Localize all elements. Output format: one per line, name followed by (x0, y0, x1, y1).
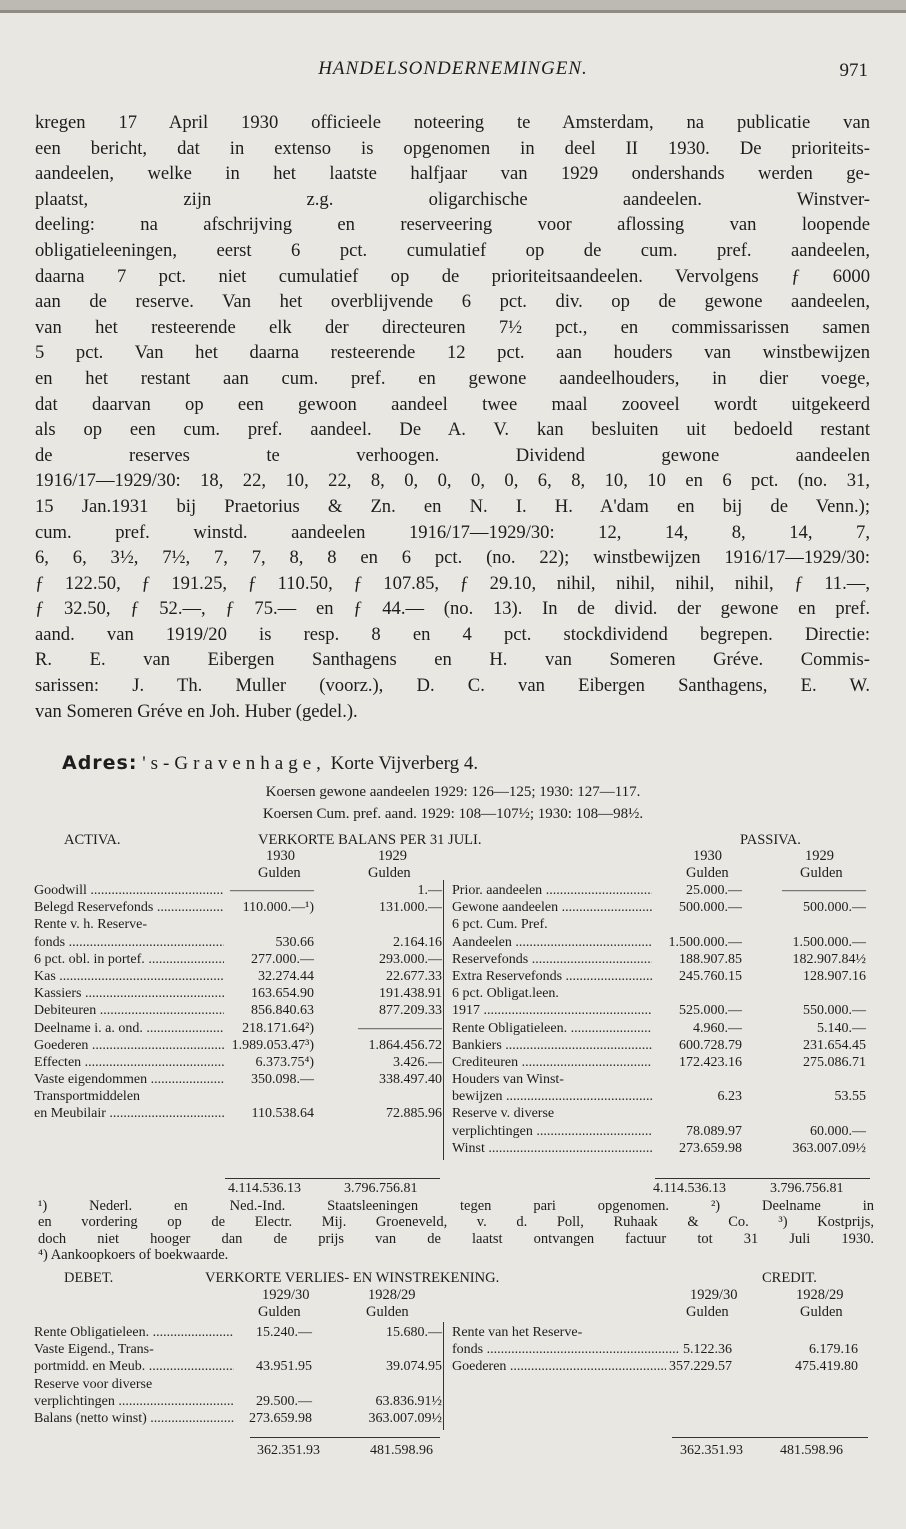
table-row (34, 934, 442, 951)
body-line: van het resteerende elk der directeuren 7½ pct., en commissarissen samen (35, 316, 870, 338)
credit-unit-2: Gulden (800, 1304, 843, 1320)
row-value-previous: 53.55 (832, 1088, 867, 1105)
credit-unit-1: Gulden (686, 1304, 729, 1320)
table-row (34, 1341, 442, 1358)
row-value-current: 357.229.57 (666, 1358, 732, 1375)
row-label: Gewone aandeelen ..... (452, 899, 652, 916)
row-value-current: 525.000.— (676, 1002, 742, 1019)
row-value-previous: —————— (355, 1020, 442, 1037)
body-line: van Someren Gréve en Joh. Huber (gedel.). (35, 700, 358, 722)
table-row (34, 899, 442, 916)
debet-year-1: 1929/30 (262, 1287, 310, 1303)
row-label: Kassiers ..... (34, 985, 224, 1002)
body-line: cum. pref. winstd. aandeelen 1916/17—1929/30: 12, 14, 8, 14, 7, (35, 521, 870, 543)
body-line: 1916/17—1929/30: 18, 22, 10, 22, 8, 0, 0, 0, 0, 6, 8, 10, 10 en 6 pct. (no. 31, (35, 470, 870, 492)
address-city: 's-Gravenhage, (142, 753, 326, 774)
row-label: Vaste eigendommen ..... (34, 1071, 224, 1088)
row-label: Rente van het Reserve- (452, 1325, 583, 1340)
table-row (34, 1054, 442, 1071)
footnote-line: ⁴) Aankoopkoers of boekwaarde. (38, 1246, 229, 1263)
row-value-previous: 1.— (415, 882, 443, 899)
passiva-total-rule (655, 1178, 870, 1179)
row-label: fonds ..... (34, 934, 224, 951)
row-value-previous: 128.907.16 (800, 968, 866, 985)
body-line: een bericht, dat in extenso is opgenomen in deel II 1930. De prioriteits- (35, 137, 870, 159)
row-value-current: 5.122.36 (680, 1341, 732, 1358)
body-line: aan de reserve. Van het overblijvende 6 pct. div. op de gewone aandeelen, (35, 291, 870, 313)
credit-total-1: 362.351.93 (680, 1443, 743, 1458)
row-value-previous: 338.497.40 (376, 1071, 442, 1088)
row-label: fonds ..... (452, 1341, 682, 1358)
row-value-previous: 2.164.16 (390, 934, 442, 951)
profit-loss-divider (443, 1322, 444, 1430)
row-value-current: 110.538.64 (249, 1105, 314, 1122)
row-value-current: 218.171.64²) (239, 1020, 314, 1037)
row-value-current: 32.274.44 (255, 968, 314, 985)
row-value-previous: 363.007.09½ (366, 1410, 443, 1427)
row-label: Transportmiddelen (34, 1089, 141, 1105)
table-row (34, 1088, 442, 1105)
row-label: verplichtingen ..... (34, 1393, 234, 1410)
scan-top-edge (0, 0, 906, 10)
row-value-current: 29.500.— (253, 1393, 312, 1410)
row-value-previous: 500.000.— (800, 899, 866, 916)
table-row (452, 1140, 872, 1157)
row-label: Vaste Eigend., Trans- (34, 1342, 154, 1358)
table-row (452, 1358, 872, 1375)
koersen-gewone: Koersen gewone aandeelen 1929: 126—125; 1930: 127—117. (265, 784, 641, 800)
debet-total-1: 362.351.93 (257, 1443, 320, 1458)
row-label: Deelname i. a. ond. ..... (34, 1020, 224, 1037)
passiva-table (452, 882, 872, 1157)
table-row (452, 1324, 872, 1341)
table-row (452, 882, 872, 899)
running-header: HANDELSONDERNEMINGEN. (318, 58, 588, 79)
row-value-current: 6.373.75⁴) (252, 1054, 314, 1071)
activa-label: ACTIVA. (64, 832, 121, 848)
debet-total-2: 481.598.96 (370, 1443, 433, 1458)
koersen-pref: Koersen Cum. pref. aand. 1929: 108—107½; 1930: 108—98½. (262, 806, 644, 822)
credit-year-2: 1928/29 (796, 1287, 844, 1303)
row-value-current: 43.951.95 (253, 1358, 312, 1375)
profit-loss-title: VERKORTE VERLIES- EN WINSTREKENING. (205, 1270, 500, 1286)
row-label: Crediteuren ..... (452, 1054, 652, 1071)
table-row (452, 1054, 872, 1071)
passiva-total-1929: 3.796.756.81 (770, 1181, 844, 1196)
row-label: Houders van Winst- (452, 1072, 564, 1088)
row-value-previous: 3.426.— (390, 1054, 442, 1071)
debet-unit-1: Gulden (258, 1304, 301, 1320)
row-label: Rente Obligatieleen. ..... (452, 1020, 652, 1037)
credit-year-1: 1929/30 (690, 1287, 738, 1303)
row-value-previous: 191.438.91 (376, 985, 442, 1002)
scan-top-edge-shadow (0, 10, 906, 13)
row-value-previous: 293.000.— (376, 951, 442, 968)
body-line: daarna 7 pct. niet cumulatief op de prioriteitsaandeelen. Vervolgens ƒ 6000 (35, 265, 870, 287)
body-line: 5 pct. Van het daarna resteerende 12 pct. aan houders van winstbewijzen (35, 342, 870, 364)
table-row (452, 1037, 872, 1054)
balance-divider (443, 880, 444, 1160)
activa-total-1930: 4.114.536.13 (228, 1181, 301, 1196)
credit-total-rule (672, 1437, 868, 1438)
row-value-current: 600.728.79 (676, 1037, 742, 1054)
activa-unit-1: Gulden (258, 865, 301, 881)
row-value-previous: 15.680.— (383, 1324, 442, 1341)
table-row (452, 899, 872, 916)
table-row (452, 916, 872, 933)
credit-label: CREDIT. (762, 1270, 817, 1286)
row-value-current: 4.960.— (690, 1020, 742, 1037)
row-value-current: 1.500.000.— (666, 934, 743, 951)
table-row (34, 1324, 442, 1341)
table-row (34, 1037, 442, 1054)
row-label: Rente v. h. Reserve- (34, 917, 147, 933)
row-value-previous: 1.864.456.72 (366, 1037, 443, 1054)
row-value-previous: 5.140.— (814, 1020, 866, 1037)
table-row (34, 1358, 442, 1375)
row-label: Winst ..... (452, 1140, 652, 1157)
body-line: als op een cum. pref. aandeel. De A. V. kan besluiten uit bedoeld restant (35, 419, 870, 441)
row-value-current: 1.989.053.47³) (229, 1037, 314, 1054)
table-row (34, 1376, 442, 1393)
row-label: portmidd. en Meub. ..... (34, 1358, 234, 1375)
row-value-previous: 72.885.96 (383, 1105, 442, 1122)
table-row (34, 916, 442, 933)
row-value-previous: 60.000.— (807, 1123, 866, 1140)
row-label: 6 pct. obl. in portef. ..... (34, 951, 224, 968)
row-label: Reserve voor diverse (34, 1376, 153, 1392)
row-value-previous: 231.654.45 (800, 1037, 866, 1054)
body-line: ƒ 122.50, ƒ 191.25, ƒ 110.50, ƒ 107.85, ƒ 29.10, nihil, nihil, nihil, nihil, ƒ 11.—, (35, 572, 870, 594)
table-row (452, 985, 872, 1002)
row-value-current: —————— (227, 882, 314, 899)
debet-table (34, 1324, 442, 1427)
row-value-current: 245.760.15 (676, 968, 742, 985)
table-row (34, 1071, 442, 1088)
body-line: aand. van 1919/20 is resp. 8 en 4 pct. stockdividend begrepen. Directie: (35, 623, 870, 645)
row-value-current: 350.098.— (248, 1071, 314, 1088)
passiva-unit-1: Gulden (686, 865, 729, 881)
address-line (62, 752, 478, 775)
body-line: deeling: na afschrijving en reserveering voor aflossing van loopende (35, 214, 870, 236)
row-label: Reserve v. diverse (452, 1106, 555, 1122)
balance-title: VERKORTE BALANS PER 31 JULI. (258, 832, 482, 848)
table-row (34, 1020, 442, 1037)
row-label: en Meubilair ..... (34, 1105, 224, 1122)
row-value-previous: 475.419.80 (792, 1358, 858, 1375)
table-row (452, 1105, 872, 1122)
row-value-previous: 39.074.95 (383, 1358, 442, 1375)
table-row (452, 1020, 872, 1037)
row-label: Extra Reservefonds ..... (452, 968, 652, 985)
row-value-current: 6.23 (715, 1088, 743, 1105)
table-row (34, 1002, 442, 1019)
activa-year-1930: 1930 (266, 848, 295, 864)
table-row (34, 968, 442, 985)
table-row (452, 951, 872, 968)
table-row (34, 882, 442, 899)
row-value-previous: 550.000.— (800, 1002, 866, 1019)
activa-total-rule (225, 1178, 440, 1179)
row-value-previous: 6.179.16 (806, 1341, 858, 1358)
body-line: plaatst, zijn z.g. oligarchische aandeelen. Winstver- (35, 188, 870, 210)
row-label: Debiteuren ..... (34, 1002, 224, 1019)
table-row (452, 968, 872, 985)
row-label: Goederen ..... (452, 1358, 682, 1375)
body-line: 6, 6, 3½, 7½, 7, 7, 8, 8 en 6 pct. (no. 22); winstbewijzen 1916/17—1929/30: (35, 547, 870, 569)
row-value-current: 273.659.98 (246, 1410, 312, 1427)
row-label: 1917 ..... (452, 1002, 652, 1019)
row-value-previous: —————— (779, 882, 866, 899)
row-label: bewijzen ..... (452, 1088, 652, 1105)
row-value-current: 188.907.85 (676, 951, 742, 968)
debet-total-rule (250, 1437, 440, 1438)
row-label: Rente Obligatieleen. ..... (34, 1324, 234, 1341)
table-row (452, 1071, 872, 1088)
row-value-previous: 275.086.71 (800, 1054, 866, 1071)
body-line: sarissen: J. Th. Muller (voorz.), D. C. van Eibergen Santhagens, E. W. (35, 675, 870, 697)
debet-year-2: 1928/29 (368, 1287, 416, 1303)
row-label: 6 pct. Cum. Pref. (452, 917, 548, 933)
row-label: Goederen ..... (34, 1037, 224, 1054)
row-label: Balans (netto winst) ..... (34, 1410, 234, 1427)
activa-year-1929: 1929 (378, 848, 407, 864)
table-row (34, 985, 442, 1002)
row-value-current: 110.000.—¹) (240, 899, 314, 916)
row-value-previous: 1.500.000.— (790, 934, 867, 951)
table-row (452, 1002, 872, 1019)
row-label: Aandeelen ..... (452, 934, 652, 951)
debet-unit-2: Gulden (366, 1304, 409, 1320)
row-value-previous: 63.836.91½ (373, 1393, 443, 1410)
row-label: Effecten ..... (34, 1054, 224, 1071)
row-label: 6 pct. Obligat.leen. (452, 986, 559, 1002)
footnote-line: en vordering op de Electr. Mij. Groeneveld, v. d. Poll, Ruhaak & Co. ³) Kostprijs, (38, 1214, 874, 1231)
row-value-current: 277.000.— (248, 951, 314, 968)
row-label: Goodwill ..... (34, 882, 224, 899)
table-row (452, 1341, 872, 1358)
row-label: Kas ..... (34, 968, 224, 985)
passiva-year-1930: 1930 (693, 848, 722, 864)
table-row (34, 951, 442, 968)
body-paragraph (35, 110, 870, 724)
activa-unit-2: Gulden (368, 865, 411, 881)
body-line: en het restant aan cum. pref. en gewone aandeelhouders, in dier voege, (35, 367, 870, 389)
profit-loss-heading (0, 1270, 906, 1326)
table-row (452, 1088, 872, 1105)
body-line: 15 Jan.1931 bij Praetorius & Zn. en N. I. H. A'dam en bij de Venn.); (35, 495, 870, 517)
row-value-previous: 363.007.09½ (790, 1140, 867, 1157)
row-label: Belegd Reservefonds ..... (34, 899, 224, 916)
row-value-current: 15.240.— (253, 1324, 312, 1341)
passiva-total-1930: 4.114.536.13 (653, 1181, 726, 1196)
body-line: ƒ 32.50, ƒ 52.—, ƒ 75.— en ƒ 44.— (no. 13). In de divid. der gewone en pref. (35, 598, 870, 620)
row-value-previous: 182.907.84½ (790, 951, 867, 968)
row-label: Reservefonds ..... (452, 951, 652, 968)
row-value-current: 172.423.16 (676, 1054, 742, 1071)
table-row (452, 934, 872, 951)
passiva-label: PASSIVA. (740, 832, 801, 848)
activa-total-1929: 3.796.756.81 (344, 1181, 418, 1196)
row-value-current: 25.000.— (683, 882, 742, 899)
address-street: Korte Vijverberg 4. (330, 753, 479, 774)
footnote-line: doch niet hooger dan de prijs van de laatst ontvangen factuur tot 31 Juli 1930. (38, 1230, 874, 1247)
row-label: Prior. aandeelen ..... (452, 882, 652, 899)
row-value-previous: 877.209.33 (376, 1002, 442, 1019)
row-value-current: 163.654.90 (248, 985, 314, 1002)
body-line: aandeelen, welke in het laatste halfjaar van 1929 ondershands werden ge- (35, 163, 870, 185)
footnotes (38, 1198, 874, 1263)
table-row (452, 1123, 872, 1140)
page-number: 971 (839, 60, 868, 81)
row-label: Bankiers ..... (452, 1037, 652, 1054)
debet-label: DEBET. (64, 1270, 114, 1286)
body-line: R. E. van Eibergen Santhagens en H. van Someren Gréve. Commis- (35, 649, 870, 671)
passiva-unit-2: Gulden (800, 865, 843, 881)
activa-table (34, 882, 442, 1123)
row-value-current: 856.840.63 (248, 1002, 314, 1019)
row-value-previous: 22.677.33 (383, 968, 442, 985)
body-line: de reserves te verhoogen. Dividend gewone aandeelen (35, 444, 870, 466)
footnote-line: ¹) Nederl. en Ned.-Ind. Staatsleeningen tegen pari opgenomen. ²) Deelname in (38, 1198, 874, 1214)
table-row (34, 1410, 442, 1427)
table-row (34, 1105, 442, 1122)
row-value-current: 273.659.98 (676, 1140, 742, 1157)
row-value-previous: 131.000.— (376, 899, 442, 916)
row-value-current: 530.66 (273, 934, 315, 951)
table-row (34, 1393, 442, 1410)
passiva-year-1929: 1929 (805, 848, 834, 864)
credit-table (452, 1324, 872, 1376)
body-line: obligatieleeningen, eerst 6 pct. cumulatief op de cum. pref. aandeelen, (35, 239, 870, 261)
address-label: Adres: (62, 752, 138, 774)
row-label: verplichtingen ..... (452, 1123, 652, 1140)
credit-total-2: 481.598.96 (780, 1443, 843, 1458)
body-line: dat daarvan op een gewoon aandeel twee maal zooveel wordt uitgekeerd (35, 393, 870, 415)
row-value-current: 500.000.— (676, 899, 742, 916)
row-value-current: 78.089.97 (683, 1123, 742, 1140)
body-line: kregen 17 April 1930 officieele noteering te Amsterdam, na publicatie van (35, 112, 870, 133)
